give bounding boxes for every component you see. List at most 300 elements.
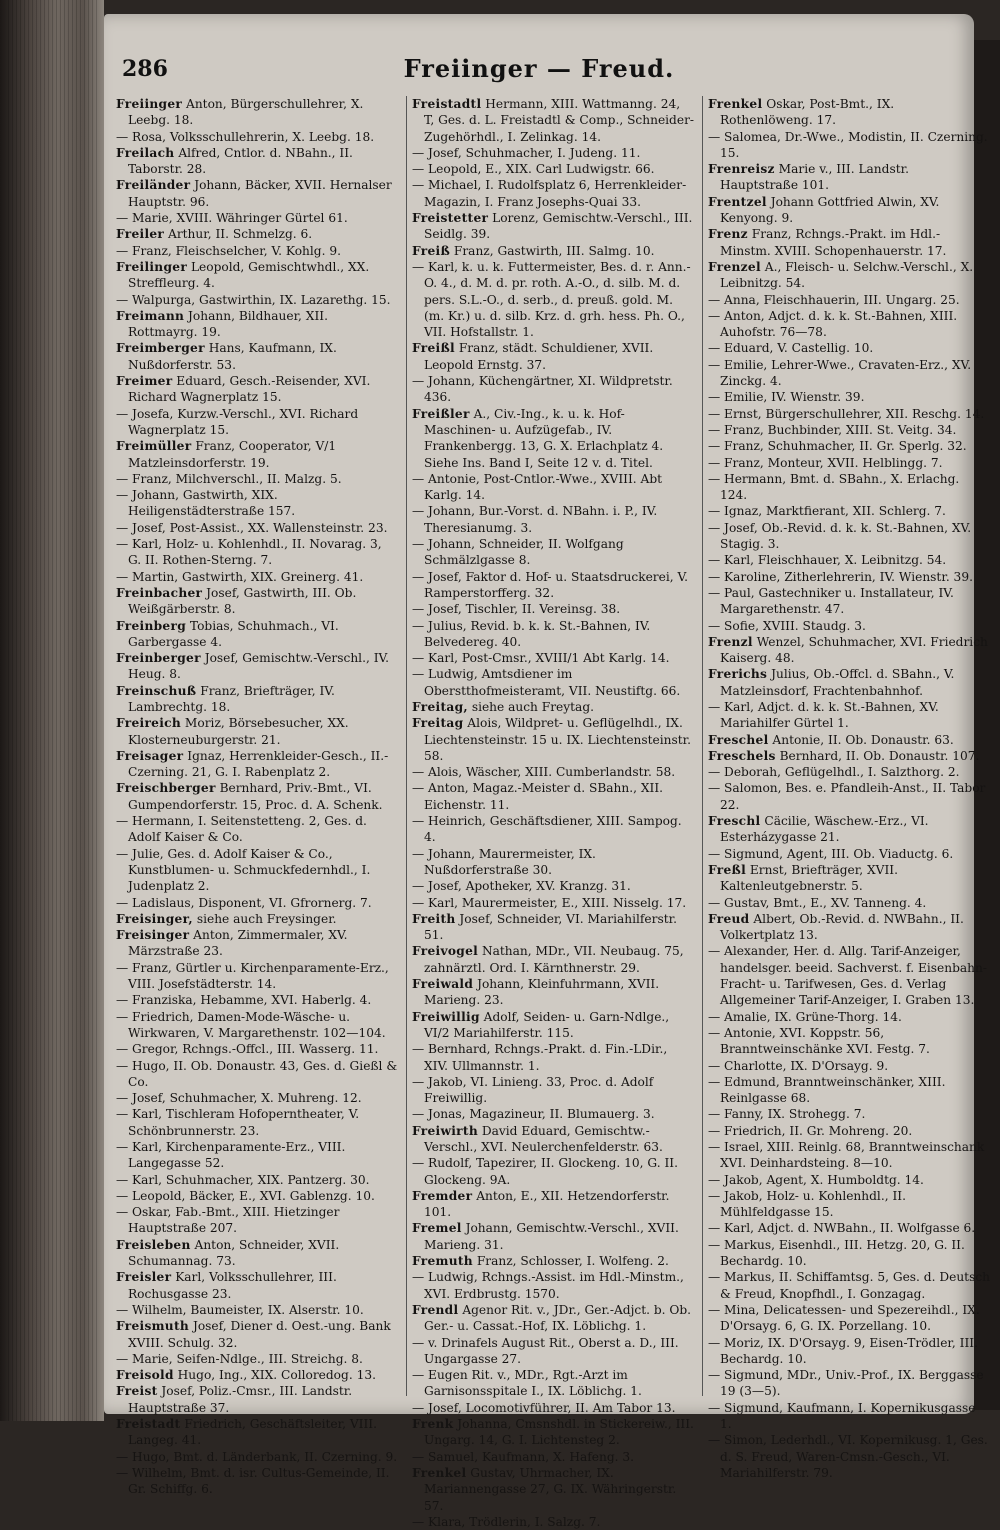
entry-surname: Freisinger: [116, 928, 190, 943]
directory-entry: [708, 1009, 990, 1025]
entry-surname: Freisinger,: [116, 911, 193, 926]
directory-entry: [412, 1041, 694, 1074]
entry-details: — Wilhelm, Baumeister, IX. Alserstr. 10.: [116, 1302, 364, 1317]
entry-details: — v. Drinafels August Rit., Oberst a. D., III. Ungargasse 27.: [412, 1335, 679, 1366]
entry-details: Anton, Bürgerschullehrer, X. Leebg. 18.: [128, 97, 364, 128]
directory-entry: [412, 1269, 694, 1302]
entry-details: — Franz, Gürtler u. Kirchenparamente-Erz., VIII. Josefstädterstr. 14.: [116, 960, 389, 992]
entry-surname: Freisleben: [116, 1237, 191, 1252]
entry-details: Bernhard, II. Ob. Donaustr. 107.: [779, 748, 980, 763]
column-3: [708, 96, 991, 1480]
entry-details: — Josef, Faktor d. Hof- u. Staatsdruckerei, V. Ramperstorfferg. 32.: [412, 569, 689, 600]
entry-details: — Johann, Küchengärtner, XI. Wildpretstr. 436.: [412, 374, 673, 405]
entry-details: — Ludwig, Amtsdiener im Oberstthofmeisteramt, VII. Neustiftg. 66.: [412, 667, 681, 698]
entry-details: — Eduard, V. Castellig. 10.: [708, 341, 874, 356]
entry-details: — Eugen Rit. v., MDr., Rgt.-Arzt im Garnisonsspitale I., IX. Löblichg. 1.: [412, 1368, 642, 1399]
entry-surname: Freiländer: [116, 178, 191, 193]
directory-entry: [708, 1400, 990, 1433]
entry-details: Leopold, Gemischtwhdl., XX. Streffleurg. 4.: [128, 259, 370, 291]
entry-details: — Anton, Magaz.-Meister d. SBahn., XII. Eichenstr. 11.: [412, 781, 664, 812]
entry-details: — Amalie, IX. Grüne-Thorg. 14.: [708, 1009, 902, 1024]
entry-details: Arthur, II. Schmelzg. 6.: [168, 227, 313, 242]
entry-surname: Freireich: [116, 716, 182, 731]
directory-entry: [708, 764, 990, 780]
directory-entry: [116, 992, 398, 1008]
directory-entry: [116, 210, 398, 226]
entry-details: Hugo, Ing., XIX. Colloredog. 13.: [177, 1368, 376, 1383]
directory-entry: [708, 259, 990, 292]
entry-details: Franz, städt. Schuldiener, XVII. Leopold Ernstg. 37.: [424, 341, 654, 372]
directory-entry: [412, 1123, 694, 1156]
entry-details: Bernhard, Priv.-Bmt., VI. Gumpendorferstr. 15, Proc. d. A. Schenk.: [128, 781, 383, 812]
entry-details: Eduard, Gesch.-Reisender, XVI. Richard Wagnerplatz 15.: [128, 374, 371, 405]
directory-entry: [708, 552, 990, 568]
directory-entry: [708, 1220, 990, 1236]
entry-surname: Freißl: [412, 341, 455, 356]
entry-details: — Antonie, Post-Cntlor.-Wwe., XVIII. Abt Karlg. 14.: [412, 471, 663, 503]
running-title: Freiinger — Freud.: [403, 54, 675, 83]
directory-entry: [116, 1269, 398, 1302]
entry-details: — Karl, Adjct. d. k. k. St.-Bahnen, XV. Mariahilfer Gürtel 1.: [708, 699, 939, 731]
entry-surname: Freschel: [708, 732, 769, 747]
directory-entry: [116, 585, 398, 618]
directory-entry: [708, 389, 990, 405]
entry-surname: Freist: [116, 1384, 158, 1399]
directory-entry: [708, 1237, 990, 1270]
directory-entry: [708, 895, 990, 911]
entry-details: — Franz, Schuhmacher, II. Gr. Sperlg. 32.: [708, 439, 967, 454]
entry-details: — Markus, Eisenhdl., III. Hetzg. 20, G. II. Bechardg. 10.: [708, 1237, 965, 1269]
entry-details: Agenor Rit. v., JDr., Ger.-Adjct. b. Ob. Ger.- u. Cassat.-Hof, IX. Löblichg. 1.: [424, 1302, 692, 1334]
entry-surname: Freischberger: [116, 781, 216, 796]
entry-details: siehe auch Freysinger.: [196, 911, 337, 926]
directory-entry: [708, 699, 990, 732]
directory-entry: [412, 210, 694, 243]
entry-details: — Sigmund, Kaufmann, I. Kopernikusgasse 1.: [708, 1400, 976, 1432]
entry-details: Franz, Gastwirth, III. Salmg. 10.: [453, 243, 655, 258]
entry-surname: Freinberger: [116, 651, 201, 666]
directory-entry: [708, 406, 990, 422]
entry-surname: Frenreisz: [708, 162, 775, 177]
entry-details: — Rudolf, Tapezirer, II. Glockeng. 10, G. II. Glockeng. 9A.: [412, 1156, 678, 1187]
entry-details: A., Civ.-Ing., k. u. k. Hof-Maschinen- u. Aufzügefab., IV. Frankenbergg. 13, G. X. Erlachplatz 4. Siehe Ins. Band I, Seite 12 v. d. Titel.: [424, 406, 664, 470]
directory-entry: [708, 1269, 990, 1302]
entry-surname: Freistadt: [116, 1417, 181, 1432]
entry-details: — Antonie, XVI. Koppstr. 56, Branntweinschänke XVI. Festg. 7.: [708, 1025, 930, 1057]
directory-entry: [412, 96, 694, 145]
entry-details: — Karl, Holz- u. Kohlenhdl., II. Novarag. 3, G. II. Rothen-Sterng. 7.: [116, 537, 382, 568]
entry-details: — Gregor, Rchngs.-Offcl., III. Wasserg. 11.: [116, 1042, 379, 1057]
entry-surname: Frenk: [412, 1417, 454, 1432]
entry-surname: Freimüller: [116, 439, 192, 454]
directory-entry: [116, 471, 398, 487]
entry-details: — Julie, Ges. d. Adolf Kaiser & Co., Kunstblumen- u. Schmuckfedernhdl., I. Judenplatz 2.: [116, 846, 371, 894]
entry-details: A., Fleisch- u. Selchw.-Verschl., X. Leibnitzg. 54.: [720, 259, 974, 291]
entry-details: — Jakob, Agent, X. Humboldtg. 14.: [708, 1172, 924, 1187]
entry-surname: Freilinger: [116, 259, 188, 274]
entry-surname: Freiwillig: [412, 1009, 480, 1024]
directory-entry: [116, 308, 398, 341]
directory-entry: [708, 1106, 990, 1122]
directory-entry: [116, 1139, 398, 1172]
entry-details: — Marie, Seifen-Ndlge., III. Streichg. 8.: [116, 1351, 363, 1366]
directory-entry: [412, 715, 694, 764]
entry-details: — Leopold, E., XIX. Carl Ludwigstr. 66.: [412, 162, 655, 177]
entry-surname: Freisold: [116, 1368, 174, 1383]
entry-surname: Freiß: [412, 243, 451, 258]
directory-entry: [708, 422, 990, 438]
directory-entry: [412, 976, 694, 1009]
entry-surname: Freinschuß: [116, 683, 197, 698]
directory-entry: [412, 1074, 694, 1107]
directory-entry: [116, 911, 398, 927]
directory-entry: [412, 373, 694, 406]
directory-entry: [708, 618, 990, 634]
entry-surname: Freiwirth: [412, 1123, 478, 1138]
directory-entry: [412, 699, 694, 715]
directory-entry: [116, 536, 398, 569]
entry-details: — Josef, Schuhmacher, I. Judeng. 11.: [412, 145, 641, 160]
directory-entry: [116, 683, 398, 716]
directory-entry: [116, 650, 398, 683]
entry-surname: Freiler: [116, 227, 165, 242]
directory-entry: [116, 1383, 398, 1416]
directory-entry: [116, 520, 398, 536]
entry-surname: Frerichs: [708, 667, 768, 682]
entry-details: — Karl, Maurermeister, E., XIII. Nisselg. 17.: [412, 895, 687, 910]
entry-surname: Freiinger: [116, 97, 183, 111]
entry-surname: Freistetter: [412, 211, 489, 226]
entry-surname: Freinbacher: [116, 585, 203, 600]
directory-entry: [412, 1514, 694, 1530]
entry-details: — Jakob, VI. Linieng. 33, Proc. d. Adolf Freiwillig.: [412, 1074, 654, 1106]
directory-entry: [412, 666, 694, 699]
entry-details: Gustav, Uhrmacher, IX. Mariannengasse 27, G. IX. Währingerstr. 57.: [424, 1465, 677, 1513]
directory-entry: [708, 862, 990, 895]
entry-surname: Frenzel: [708, 259, 761, 274]
entry-details: — Josef, Schuhmacher, X. Muhreng. 12.: [116, 1091, 362, 1106]
directory-entry: [116, 340, 398, 373]
directory-entry: [708, 520, 990, 553]
entry-surname: Freimann: [116, 308, 185, 323]
entry-details: Franz, Cooperator, V/1 Matzleinsdorferstr. 19.: [128, 439, 337, 470]
directory-entry: [116, 569, 398, 585]
entry-details: — Karl, Post-Cmsr., XVIII/1 Abt Karlg. 14.: [412, 651, 670, 666]
directory-entry: [708, 569, 990, 585]
entry-details: — Fanny, IX. Strohegg. 7.: [708, 1107, 866, 1122]
directory-entry: [708, 226, 990, 259]
entry-details: Antonie, II. Ob. Donaustr. 63.: [772, 732, 954, 747]
entry-details: — Gustav, Bmt., E., XV. Tanneng. 4.: [708, 895, 927, 910]
entry-details: — Sigmund, Agent, III. Ob. Viaductg. 6.: [708, 846, 954, 861]
entry-details: Johann, Gemischtw.-Verschl., XVII. Marieng. 31.: [424, 1221, 679, 1252]
page-number: 286: [122, 56, 168, 82]
directory-entry: [708, 1123, 990, 1139]
directory-entry: [708, 308, 990, 341]
directory-entry: [116, 748, 398, 781]
entry-details: — Friedrich, Damen-Mode-Wäsche- u. Wirkwaren, V. Margarethenstr. 102—104.: [116, 1009, 386, 1040]
entry-surname: Freßl: [708, 862, 747, 877]
entry-details: — Hermann, I. Seitenstetteng. 2, Ges. d. Adolf Kaiser & Co.: [116, 814, 367, 845]
directory-entry: [708, 129, 990, 162]
directory-entry: [708, 846, 990, 862]
directory-entry: [412, 161, 694, 177]
directory-entry: [708, 455, 990, 471]
entry-details: — Karl, Schuhmacher, XIX. Pantzerg. 30.: [116, 1172, 370, 1187]
directory-entry: [116, 292, 398, 308]
directory-entry: [412, 1367, 694, 1400]
entry-details: Alfred, Cntlor. d. NBahn., II. Taborstr. 28.: [128, 145, 353, 177]
directory-entry: [708, 780, 990, 813]
entry-details: — Hermann, Bmt. d. SBahn., X. Erlachg. 124.: [708, 471, 960, 503]
directory-entry: [116, 1009, 398, 1042]
entry-surname: Freivogel: [412, 944, 479, 959]
entry-details: — Alexander, Her. d. Allg. Tarif-Anzeiger, handelsger. beeid. Sachverst. f. Eisenbahn-Fracht- u. Tarifwesen, Ges. d. Verlag Allgemeiner Tarif-Anzeiger, I. Graben 13.: [708, 944, 987, 1008]
entry-details: — Josef, Apotheker, XV. Kranzg. 31.: [412, 879, 631, 894]
directory-entry: [708, 732, 990, 748]
spine-texture: [8, 0, 98, 1421]
directory-entry: [708, 96, 990, 129]
directory-entry: [412, 1009, 694, 1042]
entry-details: — Deborah, Geflügelhdl., I. Salzthorg. 2.: [708, 765, 960, 780]
directory-entry: [708, 340, 990, 356]
entry-details: Johann Gottfried Alwin, XV. Kenyong. 9.: [720, 194, 940, 226]
entry-details: — Hugo, Bmt. d. Länderbank, II. Czerning. 9.: [116, 1449, 398, 1464]
entry-details: Ernst, Briefträger, XVII. Kaltenleutgebnerstr. 5.: [720, 862, 898, 894]
entry-details: Franz, Rchngs.-Prakt. im Hdl.-Minstm. XVIII. Schopenhauerstr. 17.: [720, 227, 947, 258]
entry-details: — Leopold, Bäcker, E., XVI. Gablenzg. 10.: [116, 1188, 375, 1203]
entry-surname: Freud: [708, 911, 750, 926]
directory-entry: [116, 1090, 398, 1106]
entry-surname: Frendl: [412, 1302, 459, 1317]
entry-details: Josef, Gemischtw.-Verschl., IV. Heug. 8.: [128, 651, 390, 682]
directory-entry: [412, 243, 694, 259]
directory-entry: [116, 177, 398, 210]
directory-entry: [708, 357, 990, 390]
entry-details: — Rosa, Volksschullehrerin, X. Leebg. 18.: [116, 129, 375, 144]
entry-details: Albert, Ob.-Revid. d. NWBahn., II. Volkertplatz 13.: [720, 911, 964, 943]
directory-entry: [116, 129, 398, 145]
directory-entry: [412, 1335, 694, 1368]
entry-details: — Jonas, Magazineur, II. Blumauerg. 3.: [412, 1107, 655, 1122]
directory-entry: [412, 259, 694, 340]
directory-entry: [116, 96, 398, 129]
directory-entry: [412, 878, 694, 894]
directory-entry: [708, 438, 990, 454]
directory-entry: [116, 1302, 398, 1318]
directory-entry: [116, 226, 398, 242]
directory-entry: [116, 243, 398, 259]
entry-details: — Franz, Buchbinder, XIII. St. Veitg. 34.: [708, 422, 957, 437]
entry-details: Lorenz, Gemischtw.-Verschl., III. Seidlg. 39.: [424, 211, 693, 242]
column-1: [116, 96, 398, 1497]
directory-entry: [412, 943, 694, 976]
entry-details: Tobias, Schuhmach., VI. Garbergasse 4.: [128, 618, 339, 649]
directory-entry: [708, 1432, 990, 1481]
directory-entry: [116, 1318, 398, 1351]
directory-entry: [116, 1351, 398, 1367]
directory-entry: [412, 1155, 694, 1188]
directory-entry: [412, 813, 694, 846]
directory-entry: [412, 895, 694, 911]
entry-details: — Ignaz, Marktfierant, XII. Schlerg. 7.: [708, 504, 946, 519]
directory-entry: [412, 911, 694, 944]
entry-details: — Michael, I. Rudolfsplatz 6, Herrenkleider-Magazin, I. Franz Josephs-Quai 33.: [412, 178, 687, 209]
entry-details: — Ladislaus, Disponent, VI. Gfrornerg. 7.: [116, 895, 372, 910]
entry-surname: Freisager: [116, 748, 184, 763]
entry-details: — Johann, Gastwirth, XIX. Heiligenstädterstraße 157.: [116, 488, 296, 519]
entry-details: Johann, Bildhauer, XII. Rottmayrg. 19.: [128, 308, 328, 340]
directory-entry: [708, 292, 990, 308]
entry-details: — Karoline, Zitherlehrerin, IV. Wienstr. 39.: [708, 569, 973, 584]
column-rule: [702, 96, 703, 1396]
directory-entry: [412, 601, 694, 617]
entry-surname: Freschels: [708, 748, 776, 763]
directory-entry: [116, 1058, 398, 1091]
column-2: [412, 96, 695, 1529]
entry-details: Anton, Schneider, XVII. Schumannag. 73.: [128, 1237, 340, 1269]
entry-details: — Franz, Monteur, XVII. Helblingg. 7.: [708, 455, 943, 470]
entry-surname: Freith: [412, 911, 456, 926]
directory-entry: [412, 1253, 694, 1269]
directory-entry: [116, 406, 398, 439]
directory-entry: [708, 1188, 990, 1221]
entry-details: — Paul, Gastechniker u. Installateur, IV. Margarethenstr. 47.: [708, 585, 954, 617]
directory-entry: [116, 1237, 398, 1270]
directory-entry: [708, 1139, 990, 1172]
entry-details: Oskar, Post-Bmt., IX. Rothenlöweng. 17.: [720, 97, 895, 128]
entry-surname: Freistadtl: [412, 97, 482, 111]
directory-entry: [708, 1074, 990, 1107]
entry-details: — Samuel, Kaufmann, X. Hafeng. 3.: [412, 1449, 635, 1464]
entry-details: — Franz, Milchverschl., II. Malzg. 5.: [116, 471, 342, 486]
entry-details: Marie v., III. Landstr. Hauptstraße 101.: [720, 162, 909, 193]
directory-entry: [708, 471, 990, 504]
entry-details: — Salomea, Dr.-Wwe., Modistin, II. Czerning. 15.: [708, 129, 988, 160]
entry-details: — Alois, Wäscher, XIII. Cumberlandstr. 58.: [412, 765, 676, 780]
entry-details: Karl, Volksschullehrer, III. Rochusgasse 23.: [128, 1270, 337, 1301]
entry-details: Hermann, XIII. Wattmanng. 24, T, Ges. d. L. Freistadtl & Comp., Schneider-Zugehörhdl., I. Zelinkag. 14.: [424, 97, 695, 144]
entry-surname: Freilach: [116, 145, 175, 160]
entry-surname: Freimer: [116, 374, 173, 389]
entry-details: Alois, Wildpret- u. Geflügelhdl., IX. Liechtensteinstr. 15 u. IX. Liechtensteinstr. 58.: [424, 716, 692, 763]
entry-surname: Freitag: [412, 716, 464, 731]
entry-details: — Jakob, Holz- u. Kohlenhdl., II. Mühlfeldgasse 15.: [708, 1188, 906, 1220]
entry-surname: Fremuth: [412, 1254, 473, 1269]
directory-entry: [412, 406, 694, 471]
directory-entry: [116, 813, 398, 846]
entry-surname: Frentzel: [708, 194, 767, 209]
entry-surname: Freisler: [116, 1270, 172, 1285]
entry-details: — Sofie, XVIII. Staudg. 3.: [708, 618, 866, 633]
entry-details: — Karl, Tischleram Hofoperntheater, V. Schönbrunnerstr. 23.: [116, 1107, 360, 1138]
directory-entry: [708, 943, 990, 1008]
directory-entry: [116, 438, 398, 471]
directory-entry: [116, 1172, 398, 1188]
directory-entry: [708, 813, 990, 846]
entry-details: Johann, Bäcker, XVII. Hernalser Hauptstr. 96.: [128, 178, 392, 209]
entry-details: — Sigmund, MDr., Univ.-Prof., IX. Berggasse 19 (3—5).: [708, 1368, 984, 1399]
entry-surname: Freschl: [708, 814, 761, 829]
entry-details: — Friedrich, II. Gr. Mohreng. 20.: [708, 1123, 913, 1138]
directory-entry: [708, 1367, 990, 1400]
directory-entry: [116, 1367, 398, 1383]
entry-details: — Josefa, Kurzw.-Verschl., XVI. Richard Wagnerplatz 15.: [116, 406, 359, 437]
entry-details: Anton, Zimmermaler, XV. Märzstraße 23.: [128, 928, 348, 959]
directory-entry: [708, 1025, 990, 1058]
entry-details: — Marie, XVIII. Währinger Gürtel 61.: [116, 211, 348, 226]
entry-details: David Eduard, Gemischtw.-Verschl., XVI. Neulerchenfelderstr. 63.: [424, 1123, 663, 1154]
entry-surname: Frenkel: [708, 97, 763, 111]
entry-details: siehe auch Freytag.: [471, 699, 594, 714]
entry-details: Johanna, Cmsnshdl. in Stickereiw., III. Ungarg. 14, G. I. Lichtensteg 2.: [424, 1417, 694, 1448]
entry-details: Hans, Kaufmann, IX. Nußdorferstr. 53.: [128, 341, 337, 372]
entry-details: — Karl, Fleischhauer, X. Leibnitzg. 54.: [708, 553, 947, 568]
directory-entry: [412, 1188, 694, 1221]
entry-details: — Israel, XIII. Reinlg. 68, Branntweinschank XVI. Deinhardsteing. 8—10.: [708, 1140, 985, 1171]
entry-details: — Johann, Maurermeister, IX. Nußdorferstraße 30.: [412, 846, 596, 877]
entry-details: Adolf, Seiden- u. Garn-Ndlge., VI/2 Mariahilferstr. 115.: [424, 1009, 670, 1040]
directory-entry: [708, 911, 990, 944]
directory-entry: [708, 1058, 990, 1074]
directory-entry: [412, 471, 694, 504]
directory-entry: [708, 585, 990, 618]
entry-surname: Freitag,: [412, 699, 468, 714]
entry-surname: Freißler: [412, 406, 470, 421]
entry-details: — Franz, Fleischselcher, V. Kohlg. 9.: [116, 243, 341, 258]
entry-details: Anton, E., XII. Hetzendorferstr. 101.: [424, 1188, 670, 1220]
entry-details: — Moriz, IX. D'Orsayg. 9, Eisen-Trödler, III. Bechardg. 10.: [708, 1335, 978, 1366]
entry-surname: Freimberger: [116, 341, 205, 356]
directory-entry: [412, 1106, 694, 1122]
entry-details: Ignaz, Herrenkleider-Gesch., II.-Czerning. 21, G. I. Rabenplatz 2.: [128, 748, 389, 780]
directory-entry: [412, 1220, 694, 1253]
directory-entry: [708, 1335, 990, 1368]
directory-entry: [708, 161, 990, 194]
directory-entry: [116, 1204, 398, 1237]
entry-surname: Freismuth: [116, 1319, 190, 1334]
entry-surname: Fremel: [412, 1221, 462, 1236]
entry-details: — Ernst, Bürgerschullehrer, XII. Reschg. 14.: [708, 406, 985, 421]
entry-details: — Anton, Adjct. d. k. k. St.-Bahnen, XIII. Auhofstr. 76—78.: [708, 308, 958, 340]
entry-details: — Karl, Adjct. d. NWBahn., II. Wolfgasse 6.: [708, 1221, 976, 1236]
directory-entry: [708, 1172, 990, 1188]
entry-surname: Frenkel: [412, 1465, 467, 1480]
entry-details: — Edmund, Branntweinschänker, XIII. Reinlgasse 68.: [708, 1074, 946, 1106]
directory-entry: [412, 536, 694, 569]
directory-entry: [708, 666, 990, 699]
entry-details: Moriz, Börsebesucher, XX. Klosterneuburgerstr. 21.: [128, 716, 349, 747]
book-spine: [0, 0, 104, 1421]
directory-entry: [116, 715, 398, 748]
directory-entry: [412, 1400, 694, 1416]
entry-details: Josef, Diener d. Oest.-ung. Bank XVIII. Schulg. 32.: [128, 1319, 391, 1350]
directory-entry: [116, 1465, 398, 1498]
directory-entry: [412, 1449, 694, 1465]
directory-entry: [116, 259, 398, 292]
entry-details: — Wilhelm, Bmt. d. isr. Cultus-Gemeinde, II. Gr. Schiffg. 6.: [116, 1465, 390, 1497]
directory-entry: [116, 487, 398, 520]
entry-details: — Ludwig, Rchngs.-Assist. im Hdl.-Minstm., XVI. Erdbrustg. 1570.: [412, 1270, 684, 1301]
entry-details: — Karl, k. u. k. Futtermeister, Bes. d. r. Ann.-O. 4., d. M. d. pr. roth. A.-O., d. silb. M. d. pers. S.L.-O., d. serb., d. preuß. gold. M. (m. Kr.) u. d. silb. Krz. d. grh. hess. Ph. O., VII. Hofstallstr. 1.: [412, 259, 691, 340]
entry-details: — Josef, Locomotivführer, II. Am Tabor 13.: [412, 1400, 676, 1415]
directory-entry: [708, 1302, 990, 1335]
entry-details: Johann, Kleinfuhrmann, XVII. Marieng. 23.: [424, 977, 660, 1008]
entry-details: Franz, Schlosser, I. Wolfeng. 2.: [476, 1254, 669, 1269]
entry-details: — Bernhard, Rchngs.-Prakt. d. Fin.-LDir., XIV. Ullmannstr. 1.: [412, 1042, 668, 1073]
directory-entry: [412, 846, 694, 879]
directory-entry: [412, 145, 694, 161]
